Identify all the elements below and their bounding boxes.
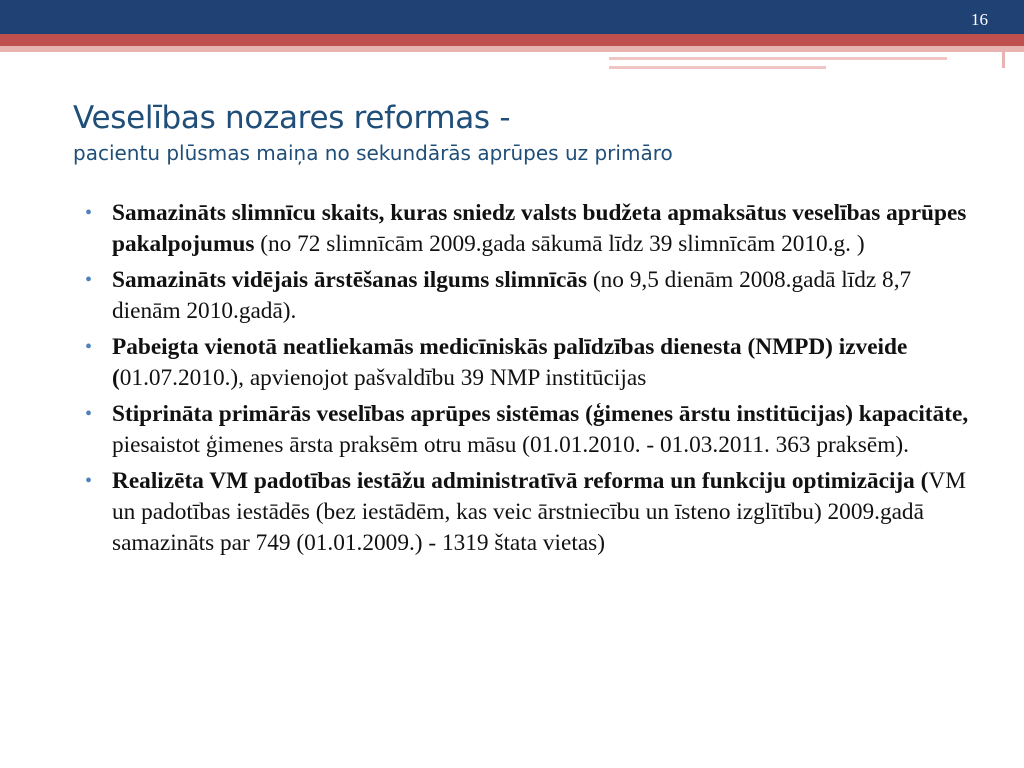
bullet-text: (no 9,5 dienām 2008.gadā līdz 8,7 dienām 2010.gadā). bbox=[112, 267, 912, 324]
bullet-bold-text: Realizēta VM padotības iestāžu administratīvā reforma un funkciju optimizācija ( bbox=[112, 468, 929, 494]
bullet-text: piesaistot ģimenes ārsta praksēm otru māsu (01.01.2010. - 01.03.2011. 363 praksēm). bbox=[112, 432, 909, 458]
bullet-list-container bbox=[85, 198, 975, 564]
slide-subtitle: pacientu plūsmas maiņa no sekundārās aprūpes uz primāro bbox=[73, 141, 673, 165]
bullet-icon: • bbox=[85, 336, 93, 358]
accent-line bbox=[609, 57, 947, 60]
bullet-icon: • bbox=[85, 202, 93, 224]
accent-band-pink bbox=[0, 46, 1024, 52]
accent-line bbox=[609, 66, 826, 69]
accent-band-red bbox=[0, 34, 1024, 46]
bullet-item bbox=[85, 466, 975, 559]
bullet-text: (no 72 slimnīcām 2009.gada sākumā līdz 39 slimnīcām 2010.g. ) bbox=[254, 231, 865, 257]
header-band bbox=[0, 0, 1024, 34]
bullet-list bbox=[85, 198, 975, 559]
bullet-bold-text: Pabeigta vienotā neatliekamās medicīniskās palīdzības dienesta (NMPD) izveide ( bbox=[112, 334, 908, 391]
slide-title: Veselības nozares reformas - bbox=[73, 100, 511, 136]
bullet-icon: • bbox=[85, 269, 93, 291]
bullet-item bbox=[85, 265, 975, 327]
bullet-item bbox=[85, 399, 975, 461]
bullet-icon: • bbox=[85, 470, 93, 492]
bullet-bold-text: Samazināts vidējais ārstēšanas ilgums slimnīcās bbox=[112, 267, 588, 293]
accent-line bbox=[1002, 46, 1005, 68]
bullet-bold-text: Stiprināta primārās veselības aprūpes sistēmas (ģimenes ārstu institūcijas) kapacitāte, bbox=[112, 401, 969, 427]
bullet-icon: • bbox=[85, 403, 93, 425]
title-block bbox=[73, 98, 973, 166]
bullet-text: 01.07.2010.), apvienojot pašvaldību 39 NMP institūcijas bbox=[119, 365, 647, 391]
bullet-item bbox=[85, 198, 975, 260]
bullet-item bbox=[85, 332, 975, 394]
bullet-bold-text: Samazināts slimnīcu skaits, kuras sniedz valsts budžeta apmaksātus veselības aprūpes pakalpojumus bbox=[112, 200, 967, 257]
slide-number: 16 bbox=[971, 10, 988, 29]
bullet-text: VM un padotības iestādēs (bez iestādēm, kas veic ārstniecību un īsteno izglītību) 2009.gadā samazināts par 749 (01.01.2009.) - 1319 štata vietas) bbox=[112, 468, 966, 556]
